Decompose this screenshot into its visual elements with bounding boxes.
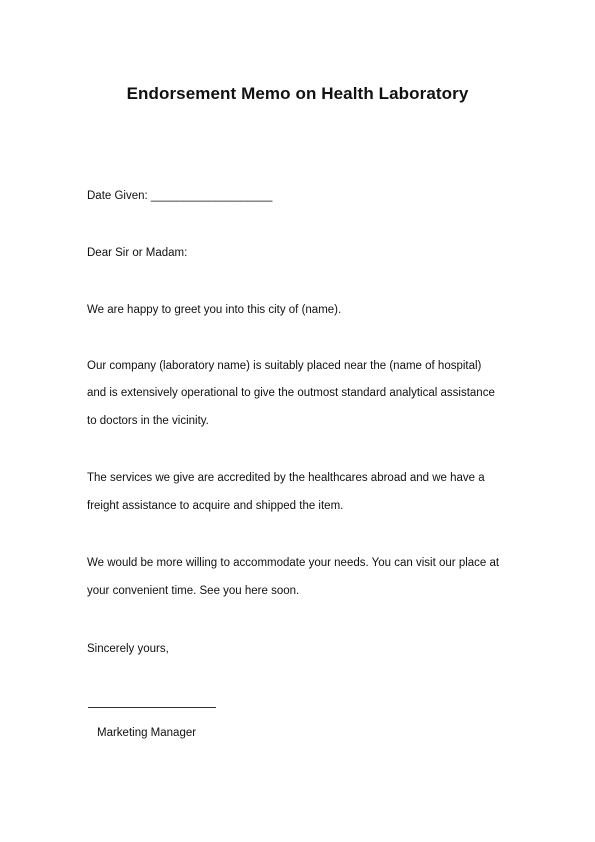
- paragraph-1-line-1: We are happy to greet you into this city of (name).: [87, 304, 342, 316]
- date-given-line: Date Given: ___________________: [87, 190, 273, 202]
- paragraph-4-line-2: your convenient time. See you here soon.: [87, 585, 300, 597]
- closing: Sincerely yours,: [87, 643, 169, 655]
- signature-line: [88, 707, 216, 708]
- document-title: Endorsement Memo on Health Laboratory: [126, 84, 469, 103]
- paragraph-2-line-1: Our company (laboratory name) is suitably placed near the (name of hospital): [87, 360, 482, 372]
- paragraph-3-line-1: The services we give are accredited by the healthcares abroad and we have a: [87, 472, 485, 484]
- paragraph-4-line-1: We would be more willing to accommodate your needs. You can visit our place at: [87, 557, 500, 569]
- paragraph-2-line-3: to doctors in the vicinity.: [87, 415, 209, 427]
- paragraph-2-line-2: and is extensively operational to give the outmost standard analytical assistance: [87, 387, 495, 399]
- paragraph-3-line-2: freight assistance to acquire and shipped the item.: [87, 500, 344, 512]
- salutation: Dear Sir or Madam:: [87, 247, 188, 259]
- signature-title: Marketing Manager: [97, 727, 197, 739]
